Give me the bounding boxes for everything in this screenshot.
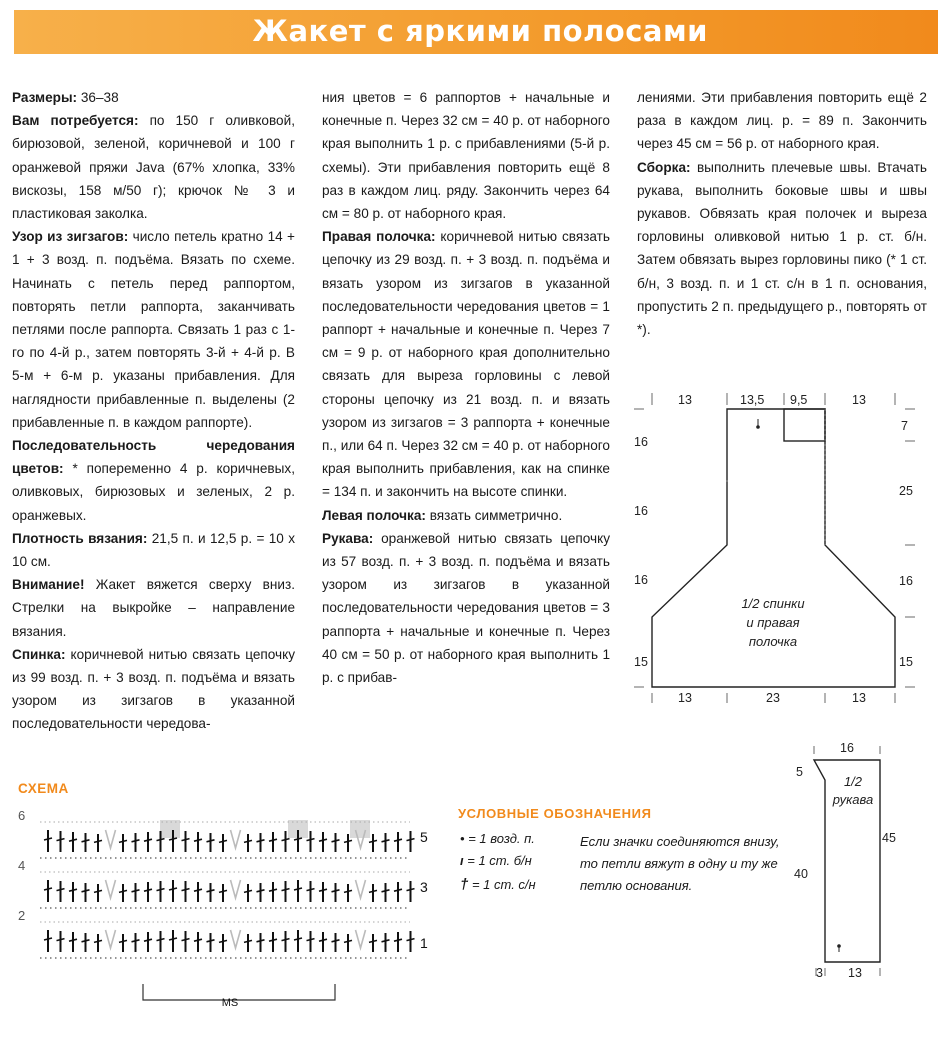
- dc-stitch-bar: [294, 838, 302, 840]
- neck-cutout: [784, 409, 825, 441]
- dc-stitch-bar: [82, 840, 90, 842]
- dc-stitch-bar: [144, 939, 152, 941]
- column-2: [322, 86, 610, 689]
- top-dim-2: 13,5: [740, 393, 765, 407]
- dc-stitch-bar: [319, 889, 327, 891]
- dc-stitch-bar: [157, 939, 165, 941]
- legend-item-dc: [460, 876, 536, 893]
- row-number: 5: [420, 829, 428, 845]
- dc-stitch-bar: [219, 890, 227, 892]
- dc-stitch-bar: [144, 839, 152, 841]
- paragraph-text: коричневой нитью связать цепочку из 29 возд. п. + 3 возд. п. подъёма и вязать узором из зигзагов в указанной последовательности чередования цветов = 1 раппорт + начальные и конечные п. Через 7 см = 9 р. от наборного края дополнительно связать для выреза горловины с левой стороны цепочку из 21 возд. п. и вязать узором из зигзагов = 3 раппорта + конечные п., или 64 п. Через 32 см = 40 р. от наборного края выполнить прибавления, как на спинке = 134 п. и закончить на высоте спинки.: [322, 229, 610, 500]
- dc-stitch-bar: [132, 890, 140, 892]
- dc-stitch-bar: [307, 889, 315, 891]
- dc-stitch-bar: [344, 890, 352, 892]
- dc-stitch-bar: [69, 839, 77, 841]
- dc-stitch-bar: [332, 940, 340, 942]
- body-label-1: 1/2 спинки: [741, 596, 805, 611]
- stitch-dec-symbol: [106, 880, 116, 898]
- column-1: [12, 86, 295, 736]
- dc-stitch-bar: [332, 890, 340, 892]
- left-dim-4: 15: [634, 655, 648, 669]
- dc-stitch-bar: [369, 840, 377, 842]
- paragraph-text: выполнить плечевые швы. Втачать рукава, выполнить боковые швы и швы рукавов. Обвязать края полочек и выреза горловины оливковой нитью 1 р. ст. б/н. Затем обвязать вырез горловины пико (* 1 ст. б/н, 3 возд. п. и 1 ст. с/н в 1 п. основания, пропустить 2 п. предыдущего р., повторять от *).: [637, 159, 927, 338]
- paragraph: [322, 504, 610, 527]
- left-dim-2: 16: [634, 504, 648, 518]
- paragraph-heading: Правая полочка:: [322, 229, 436, 245]
- dc-stitch-bar: [394, 839, 402, 841]
- paragraph-heading: Спинка:: [12, 646, 66, 662]
- bottom-dim-3: 13: [852, 691, 866, 705]
- dc-stitch-bar: [344, 940, 352, 942]
- body-pattern-diagram: [630, 385, 930, 715]
- body-label-2: и правая: [746, 615, 800, 630]
- paragraph: [12, 527, 295, 573]
- paragraph-text: 21,5 п. и 12,5 р. = 10 х 10 см.: [12, 530, 295, 570]
- dc-stitch-bar: [57, 839, 65, 841]
- dc-stitch-bar: [257, 940, 265, 942]
- dc-stitch-bar: [94, 940, 102, 942]
- sleeve-bottom-dim-2: 13: [848, 966, 862, 980]
- right-dim-2: 25: [899, 484, 913, 498]
- paragraph-heading: Последовательность чередования цветов:: [12, 438, 295, 477]
- dc-stitch-bar: [219, 940, 227, 942]
- dc-stitch-bar: [194, 839, 202, 841]
- dc-stitch-bar: [382, 840, 390, 842]
- dc-stitch-bar: [119, 940, 127, 942]
- paragraph-heading: Узор из зигзагов:: [12, 229, 129, 245]
- top-dim-1: 13: [678, 393, 692, 407]
- paragraph-text: коричневой нитью связать цепочку из 99 возд. п. + 3 возд. п. подъёма и вязать узором из зигзагов в указанной последовательности чередова-: [12, 646, 295, 732]
- paragraph-text: вязать симметрично.: [425, 507, 563, 523]
- dc-stitch-bar: [282, 839, 290, 841]
- paragraph: [12, 573, 295, 643]
- dc-stitch-bar: [57, 939, 65, 941]
- bottom-dim-2: 23: [766, 691, 780, 705]
- dc-stitch-bar: [119, 840, 127, 842]
- dc-stitch-bar: [69, 889, 77, 891]
- dc-stitch-bar: [44, 938, 52, 940]
- legend-item-chain: [460, 831, 535, 846]
- dc-stitch-bar: [219, 840, 227, 842]
- stitch-dec-symbol: [356, 930, 366, 948]
- dc-stitch-bar: [307, 839, 315, 841]
- paragraph-text: ния цветов = 6 раппортов + начальные и конечные п. Через 32 см = 40 р. от наборного края выполнить 1 р. с прибавлениями (5-й р. схемы). Эти прибавления повторить ещё 8 раз в каждом лиц. ряду. Закончить через 64 см = 80 р. от наборного края.: [322, 90, 610, 222]
- dc-stitch-bar: [282, 889, 290, 891]
- dc-stitch-bar: [294, 938, 302, 940]
- dc-stitch-bar: [207, 940, 215, 942]
- sleeve-top-dim: 16: [840, 741, 854, 755]
- sleeve-label-2: рукава: [832, 792, 874, 807]
- dc-stitch-bar: [319, 839, 327, 841]
- sleeve-label-1: 1/2: [843, 774, 863, 789]
- body-label-3: полочка: [748, 634, 798, 649]
- paragraph-heading: Плотность вязания:: [12, 530, 148, 546]
- schema-title: СХЕМА: [18, 781, 69, 796]
- dc-stitch-bar: [394, 889, 402, 891]
- paragraph-text: лениями. Эти прибавления повторить ещё 2 раза в каждом лиц. р. = 89 п. Закончить через 45 см = 56 р. от наборного края.: [637, 90, 927, 152]
- row-number: 4: [18, 858, 26, 873]
- top-dim-3: 9,5: [790, 393, 808, 407]
- sc-symbol-icon: ı: [460, 853, 464, 868]
- dc-stitch-bar: [132, 840, 140, 842]
- dc-stitch-bar: [382, 890, 390, 892]
- left-dim-1: 16: [634, 435, 648, 449]
- dc-stitch-bar: [369, 940, 377, 942]
- paragraph: [12, 643, 295, 736]
- top-dim-4: 13: [852, 393, 866, 407]
- dc-stitch-bar: [157, 839, 165, 841]
- dc-stitch-bar: [144, 889, 152, 891]
- dc-stitch-bar: [194, 889, 202, 891]
- dc-stitch-bar: [282, 939, 290, 941]
- dc-stitch-bar: [269, 889, 277, 891]
- left-dim-3: 16: [634, 573, 648, 587]
- paragraph: [12, 434, 295, 527]
- dc-stitch-bar: [382, 940, 390, 942]
- dc-stitch-bar: [207, 890, 215, 892]
- legend-item-label: = 1 ст. с/н: [471, 877, 536, 892]
- dc-stitch-bar: [182, 889, 190, 891]
- dc-stitch-bar: [407, 839, 415, 841]
- chain-symbol-icon: •: [460, 831, 465, 846]
- dc-stitch-bar: [157, 889, 165, 891]
- legend-note: Если значки соединяются внизу, то петли вяжут в одну и ту же петлю основания.: [580, 834, 780, 893]
- dc-stitch-bar: [269, 839, 277, 841]
- stitch-dec-symbol: [106, 830, 116, 848]
- paragraph-heading: Рукава:: [322, 530, 374, 546]
- dc-stitch-bar: [257, 840, 265, 842]
- paragraph-text: оранжевой нитью связать цепочку из 57 возд. п. + 3 возд. п. подъёма и вязать узором из зигзагов в указанной последовательности чередования цветов = 3 раппорта + начальные и конечные п. Через 40 см = 50 р. от наборного края выполнить 1 р. с прибав-: [322, 530, 610, 686]
- dc-stitch-bar: [407, 939, 415, 941]
- dc-stitch-bar: [244, 890, 252, 892]
- dc-stitch-bar: [407, 889, 415, 891]
- legend-title: УСЛОВНЫЕ ОБОЗНАЧЕНИЯ: [458, 806, 652, 821]
- dc-stitch-bar: [307, 939, 315, 941]
- right-dim-3: 16: [899, 574, 913, 588]
- dc-stitch-bar: [182, 839, 190, 841]
- legend-item-label: = 1 возд. п.: [468, 831, 535, 846]
- dc-stitch-bar: [319, 939, 327, 941]
- paragraph-heading: Сборка:: [637, 159, 691, 175]
- row-number: 1: [420, 935, 428, 951]
- dc-stitch-bar: [169, 838, 177, 840]
- sleeve-left-top-dim: 5: [796, 765, 803, 779]
- dc-stitch-bar: [44, 888, 52, 890]
- dc-stitch-bar: [344, 840, 352, 842]
- sleeve-right-dim: 45: [882, 831, 896, 845]
- dc-stitch-bar: [257, 890, 265, 892]
- row-number: 3: [420, 879, 428, 895]
- row-number: 2: [18, 908, 26, 923]
- paragraph: [637, 86, 927, 156]
- dc-symbol-icon: †: [460, 876, 469, 893]
- paragraph-text: по 150 г оливковой, бирюзовой, зеленой, коричневой и 100 г оранжевой пряжи Java (67% хлопка, 33% вискозы, 158 м/50 г); крючок № 3 и пластиковая заколка.: [12, 113, 295, 222]
- right-dim-1: 7: [901, 419, 908, 433]
- dc-stitch-bar: [332, 840, 340, 842]
- dc-stitch-bar: [269, 939, 277, 941]
- paragraph-heading: Размеры:: [12, 90, 78, 105]
- dc-stitch-bar: [244, 840, 252, 842]
- paragraph-text: * попеременно 4 р. коричневых, оливковых, бирюзовых и зеленых, 2 р. оранжевых.: [12, 461, 295, 523]
- sleeve-left-dim: 40: [794, 867, 808, 881]
- dc-stitch-bar: [194, 939, 202, 941]
- paragraph-heading: Левая полочка:: [322, 507, 426, 523]
- paragraph-text: число петель кратно 14 + 1 + 3 возд. п. подъёма. Вязать по схеме. Начинать с петель перед раппортом, повторять петли раппорта, заканчивать петлями после раппорта. Связать 1 раз с 1-го по 4-й р., затем повторять 3-й + 4-й р. В 5-м + 6-м р. указаны прибавления. Для наглядности прибавленные п. выделены (2 прибавленные п. в каждом раппорте).: [12, 229, 295, 430]
- sleeve-pattern-diagram: [790, 738, 930, 983]
- dc-stitch-bar: [182, 939, 190, 941]
- sleeve-bottom-dim-1: 3: [816, 966, 823, 980]
- dc-stitch-bar: [207, 840, 215, 842]
- dc-stitch-bar: [57, 889, 65, 891]
- bottom-dim-1: 13: [678, 691, 692, 705]
- stitch-dec-symbol: [231, 930, 241, 948]
- paragraph: [12, 109, 295, 225]
- title-banner: [14, 10, 938, 54]
- dc-stitch-bar: [69, 939, 77, 941]
- paragraph-heading: Внимание!: [12, 577, 85, 593]
- paragraph: [322, 86, 610, 225]
- dc-stitch-bar: [132, 940, 140, 942]
- page-title: Жакет с яркими полосами: [252, 14, 708, 48]
- stitch-dec-symbol: [356, 880, 366, 898]
- column-3: [637, 86, 927, 341]
- dc-stitch-bar: [394, 939, 402, 941]
- dc-stitch-bar: [244, 940, 252, 942]
- right-dim-4: 15: [899, 655, 913, 669]
- dc-stitch-bar: [169, 938, 177, 940]
- stitch-dec-symbol: [106, 930, 116, 948]
- dc-stitch-bar: [119, 890, 127, 892]
- paragraph: [12, 225, 295, 434]
- row-number: 6: [18, 808, 26, 823]
- legend-item-label: = 1 ст. б/н: [467, 853, 532, 868]
- dc-stitch-bar: [94, 840, 102, 842]
- repeat-bracket: [143, 984, 335, 1000]
- sleeve-outline: [814, 760, 880, 962]
- paragraph: [322, 527, 610, 689]
- dc-stitch-bar: [82, 890, 90, 892]
- dc-stitch-bar: [94, 890, 102, 892]
- paragraph-heading: Вам потребуется:: [12, 113, 139, 129]
- paragraph: [322, 225, 610, 503]
- stitch-dec-symbol: [231, 830, 241, 848]
- stitch-dec-symbol: [231, 880, 241, 898]
- repeat-label: MS: [221, 997, 239, 1008]
- paragraph-text: 36–38: [77, 90, 119, 105]
- dc-stitch-bar: [82, 940, 90, 942]
- added-stitch-highlight: [350, 820, 370, 838]
- added-stitch-highlight: [160, 820, 180, 838]
- paragraph-text: Жакет вяжется сверху вниз. Стрелки на выкройке – направление вязания.: [12, 577, 295, 639]
- legend-item-sc: [460, 853, 532, 868]
- dc-stitch-bar: [169, 888, 177, 890]
- stitch-schema: [10, 798, 440, 1008]
- dc-stitch-bar: [369, 890, 377, 892]
- dc-stitch-bar: [294, 888, 302, 890]
- dc-stitch-bar: [44, 838, 52, 840]
- paragraph: [637, 156, 927, 342]
- paragraph: [12, 86, 295, 109]
